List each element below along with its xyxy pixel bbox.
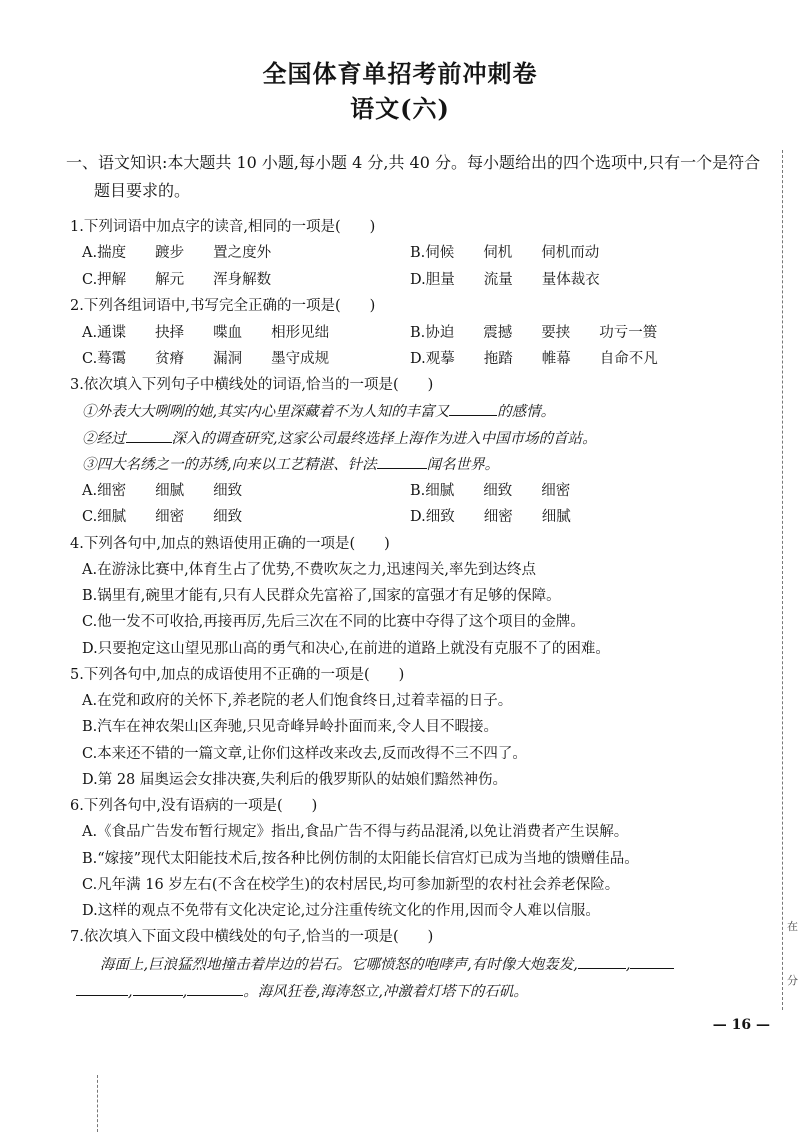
question-4-stem: 4.下列各句中,加点的熟语使用正确的一项是( ) [70, 536, 390, 552]
q1-option-c: C.押解 解元 浑身解数 [82, 272, 272, 288]
q7-passage-text: 海面上,巨浪猛烈地撞击着岸边的岩石。它哪愤怒的咆哮声,有时像大炮轰发, [100, 957, 578, 973]
q3-option-b: B.细腻 细致 细密 [410, 483, 571, 499]
question-7-stem: 7.依次填入下面文段中横线处的句子,恰当的一项是( ) [70, 929, 434, 945]
blank-line [578, 956, 626, 969]
blank-line [187, 983, 243, 996]
margin-note-1: 在 [787, 920, 798, 933]
q3-s1-text: ①外表大大咧咧的她,其实内心里深藏着不为人知的丰富又 [82, 404, 450, 420]
section-heading-cont: 题目要求的。 [94, 181, 191, 200]
q3-s2-end: 深入的调查研究,这家公司最终选择上海作为进入中国市场的首站。 [171, 431, 597, 447]
q3-s1-end: 的感情。 [497, 404, 556, 420]
blank-line [133, 983, 183, 996]
q5-option-d: D.第 28 届奥运会女排决赛,失利后的俄罗斯队的姑娘们黯然神伤。 [82, 772, 507, 788]
binding-margin-line [782, 150, 783, 1010]
blank-line [449, 403, 497, 416]
q3-option-a: A.细密 细腻 细致 [82, 483, 243, 499]
q5-option-b: B.汽车在神农架山区奔驰,只见奇峰异岭扑面而来,令人目不暇接。 [82, 719, 498, 735]
blank-line [126, 430, 172, 443]
q5-option-a: A.在党和政府的关怀下,养老院的老人们饱食终日,过着幸福的日子。 [82, 693, 513, 709]
q7-passage-end: 。海风狂卷,海涛怒立,冲激着灯塔下的石矶。 [243, 984, 528, 1000]
q3-option-c: C.细腻 细密 细致 [82, 509, 243, 525]
page-fold-line [97, 1075, 98, 1132]
q3-s3-end: 闻名世界。 [426, 457, 500, 473]
blank-line [377, 456, 427, 469]
page-number: — 16 — [712, 1017, 770, 1033]
question-6-stem: 6.下列各句中,没有语病的一项是( ) [70, 798, 318, 814]
q2-option-d: D.观摹 拖踏 帷幕 自命不凡 [410, 351, 658, 367]
q4-option-b: B.锅里有,碗里才能有,只有人民群众先富裕了,国家的富强才有足够的保障。 [82, 588, 561, 604]
q4-option-d: D.只要抱定这山望见那山高的勇气和决心,在前进的道路上就没有克服不了的困难。 [82, 641, 610, 657]
q6-option-b: B.“嫁接”现代太阳能技术后,按各种比例仿制的太阳能长信宫灯已成为当地的馈赠佳品。 [82, 851, 639, 867]
question-2-stem: 2.下列各组词语中,书写完全正确的一项是( ) [70, 298, 376, 314]
q3-sentence-3 [82, 453, 499, 474]
q3-option-d: D.细致 细密 细腻 [410, 509, 571, 525]
q1-option-b: B.伺候 伺机 伺机而动 [410, 245, 600, 261]
q1-option-a: A.揣度 踱步 置之度外 [82, 245, 272, 261]
q2-option-c: C.蓦霭 贫瘠 漏洞 墨守成规 [82, 351, 330, 367]
q3-s2-text: ②经过 [82, 431, 126, 447]
section-heading: 一、语文知识:本大题共 10 小题,每小题 4 分,共 40 分。每小题给出的四个选项中,只有一个是符合 [66, 153, 761, 172]
q2-option-a: A.通谍 抉择 喋血 相形见绌 [82, 325, 330, 341]
question-5-stem: 5.下列各句中,加点的成语使用不正确的一项是( ) [70, 667, 405, 683]
question-1-stem: 1.下列词语中加点字的读音,相同的一项是( ) [70, 219, 376, 235]
q3-sentence-2 [82, 427, 597, 448]
question-3-stem: 3.依次填入下列句子中横线处的词语,恰当的一项是( ) [70, 377, 434, 393]
q7-passage-line2: , , 。海风狂卷,海涛怒立,冲激着灯塔下的石矶。 [76, 980, 528, 1001]
q6-option-c: C.凡年满 16 岁左右(不含在校学生)的农村居民,均可参加新型的农村社会养老保险。 [82, 877, 620, 893]
q2-option-b: B.协迫 震撼 要挟 功亏一篑 [410, 325, 658, 341]
q3-s3-text: ③四大名绣之一的苏绣,向来以工艺精湛、针法 [82, 457, 377, 473]
q3-sentence-1 [82, 400, 555, 421]
q7-passage-line1: 海面上,巨浪猛烈地撞击着岸边的岩石。它哪愤怒的咆哮声,有时像大炮轰发, , [100, 953, 674, 974]
q4-option-a: A.在游泳比赛中,体育生占了优势,不费吹灰之力,迅速闯关,率先到达终点 [82, 562, 537, 578]
exam-subtitle: 语文(六) [350, 94, 450, 123]
blank-line [630, 956, 674, 969]
q6-option-d: D.这样的观点不免带有文化决定论,过分注重传统文化的作用,因而令人难以信服。 [82, 903, 600, 919]
q5-option-c: C.本来还不错的一篇文章,让你们这样改来改去,反而改得不三不四了。 [82, 746, 527, 762]
margin-note-2: 分 [787, 974, 798, 987]
q6-option-a: A.《食品广告发布暂行规定》指出,食品广告不得与药品混淆,以免让消费者产生误解。 [82, 824, 629, 840]
exam-title: 全国体育单招考前冲刺卷 [262, 59, 538, 88]
blank-line [76, 983, 128, 996]
q4-option-c: C.他一发不可收拾,再接再厉,先后三次在不同的比赛中夺得了这个项目的金牌。 [82, 614, 585, 630]
q1-option-d: D.胆量 流量 量体裁衣 [410, 272, 600, 288]
